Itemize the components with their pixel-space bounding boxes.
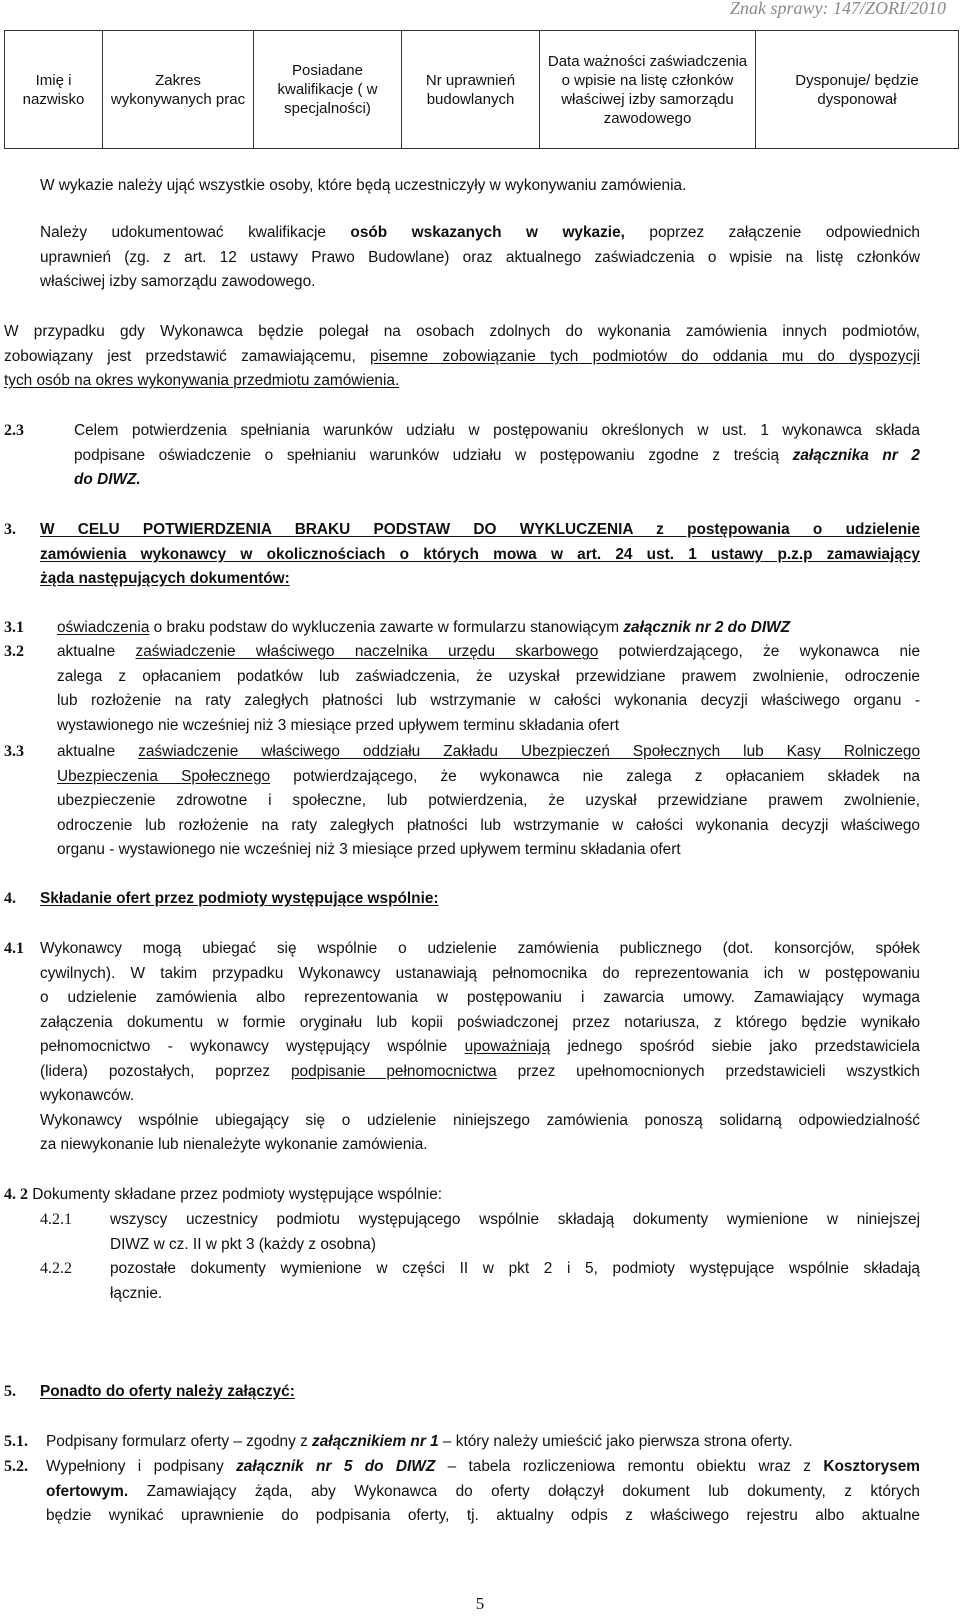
- table-header-cell: Zakres wykonywanych prac: [103, 31, 254, 149]
- underlined-text: zaświadczenie właściwego naczelnika urzędu skarbowego: [135, 643, 599, 660]
- text-line: [46, 1480, 920, 1505]
- text-line: Wykonawcy wspólnie ubiegający się o udzielenie niniejszego zamówienia ponoszą solidarną odpowiedzialność: [40, 1111, 920, 1129]
- section-number: 2.3: [4, 422, 24, 439]
- text-line: [40, 1035, 920, 1060]
- underlined-text: podpisanie pełnomocnictwa: [290, 1062, 497, 1080]
- text-line: do DIWZ.: [74, 471, 141, 488]
- text-line: załączenia dokumentu w formie oryginału lub kopii poświadczonej przez notariusza, z którego będzie wynikało: [40, 1013, 920, 1031]
- text-line: łącznie.: [110, 1284, 163, 1302]
- case-number: Znak sprawy: 147/ZORI/2010: [730, 0, 946, 18]
- text-line: lub rozłożenie na raty zaległych płatności lub wstrzymanie w całości wykonania decyzji właściwego organu -: [57, 692, 920, 709]
- text-line: właściwej izby samorządu zawodowego.: [40, 273, 316, 290]
- section-number: 4.: [4, 890, 16, 907]
- text-span: potwierdzającego, że wykonawca nie: [598, 643, 921, 660]
- paragraph: [4, 320, 920, 394]
- text-line: wszyscy uczestnicy podmiotu występującego wspólnie składają dokumenty wymienione w niniejszej: [110, 1211, 920, 1228]
- text-line: Wykonawcy mogą ubiegać się wspólnie o udzielenie zamówienia publicznego (dot. konsorcjów, spółek: [40, 940, 920, 957]
- section-number: 4.1: [4, 940, 24, 957]
- text-line: pozostałe dokumenty wymienione w części II w pkt 2 i 5, podmioty występujące wspólnie składają: [110, 1260, 920, 1277]
- section-heading: Ponadto do oferty należy załączyć:: [40, 1383, 295, 1400]
- text-span: Zamawiający żąda, aby Wykonawca do oferty dołączył dokument lub dokumenty, z których: [128, 1482, 920, 1500]
- text-line: o udzielenie zamówienia albo reprezentowania w postępowaniu i zawarcia umowy. Zamawiający wymaga: [40, 989, 920, 1006]
- text-line: cywilnych). W takim przypadku Wykonawcy ustanawiają pełnomocnika do reprezentowania ich w postępowaniu: [40, 964, 920, 982]
- section-number: 5.1.: [4, 1433, 28, 1450]
- subsection-number: 4.2.1: [40, 1211, 72, 1228]
- section-number: 3.2: [4, 643, 24, 660]
- text-span: Wypełniony i podpisany: [46, 1458, 237, 1475]
- text-span: przez upełnomocnionych przedstawicieli wszystkich: [496, 1062, 920, 1080]
- text-line: zamówienia wykonawcy w okolicznościach o których mowa w art. 24 ust. 1 ustawy p.z.p zamawiający: [40, 545, 920, 563]
- section-text: [57, 616, 920, 641]
- section-text: [74, 419, 920, 493]
- section-text: [46, 1455, 920, 1529]
- text-span: Dokumenty składane przez podmioty występujące wspólnie:: [28, 1186, 443, 1203]
- text-line: DIWZ w cz. II w pkt 3 (każdy z osobna): [110, 1235, 376, 1253]
- text-line: będzie wynikać uprawnienie do podpisania oferty, tj. aktualny odpis z właściwego rejestru albo aktualne: [46, 1507, 920, 1524]
- section-number: 3.1: [4, 619, 24, 636]
- text-line: [46, 1455, 920, 1480]
- bold-text: osób wskazanych w wykazie,: [350, 224, 625, 241]
- text-line: uprawnień (zg. z art. 12 ustawy Prawo Budowlane) oraz aktualnego zaświadczenia o wpisie na listę członków: [40, 248, 920, 266]
- text-line: [74, 444, 920, 469]
- text-line: Celem potwierdzenia spełniania warunków udziału w postępowaniu określonych w ust. 1 wykonawca składa: [74, 422, 920, 439]
- bold-italic-text: załącznikiem nr 1: [312, 1433, 439, 1450]
- text-line: ubezpieczenie zdrowotne i społeczne, lub potwierdzenia, że uzyskał przewidziane prawem zwolnienie,: [57, 792, 920, 809]
- text-line: [57, 740, 920, 765]
- section-number: 4. 2: [4, 1186, 28, 1203]
- text-line: wykonawców.: [40, 1087, 135, 1104]
- text-line: zalega z opłacaniem podatków lub zaświadczenia, że uzyskał przewidziane prawem zwolnienie, odroczenie: [57, 667, 920, 685]
- text-line: za niewykonanie lub nienależyte wykonanie zamówienia.: [40, 1136, 428, 1153]
- section-number: 3.3: [4, 743, 24, 760]
- section-number: 3.: [4, 521, 16, 538]
- text-line: [40, 221, 920, 246]
- paragraph: [40, 221, 920, 295]
- bold-italic-text: załącznika nr 2: [792, 446, 920, 464]
- table-header-cell: Data ważności zaświadczenia o wpisie na listę członków właściwej izby samorządu zawodowego: [540, 31, 756, 149]
- section-text: [40, 937, 920, 1158]
- text-span: zobowiązany jest przedstawić zamawiającemu,: [4, 347, 371, 365]
- text-line: organu - wystawionego nie wcześniej niż 3 miesiące przed upływem terminu składania ofert: [57, 841, 681, 858]
- table-header-row: [5, 31, 959, 149]
- paragraph: W wykazie należy ująć wszystkie osoby, które będą uczestniczyły w wykonywaniu zamówienia.: [40, 177, 687, 194]
- bold-italic-text: załącznik nr 5 do DIWZ: [236, 1458, 436, 1475]
- text-span: poprzez załączenie odpowiednich: [624, 224, 920, 241]
- bold-text: ofertowym.: [46, 1482, 129, 1500]
- section-heading: Składanie ofert przez podmioty występujące wspólnie:: [40, 890, 439, 907]
- section-text: [57, 740, 920, 863]
- section-heading-line: [4, 1183, 920, 1208]
- text-line: żąda następujących dokumentów:: [40, 570, 290, 587]
- text-span: – tabela rozliczeniowa remontu obiektu wraz z: [435, 1458, 824, 1475]
- table-header-cell: Nr uprawnień budowlanych: [402, 31, 540, 149]
- section-text: [110, 1257, 920, 1306]
- underlined-text: Ubezpieczenia Społecznego: [57, 767, 271, 785]
- text-span: aktualne: [57, 743, 139, 760]
- text-span: o braku podstaw do wykluczenia zawarte w formularzu stanowiącym: [149, 619, 624, 636]
- section-number: 5.2.: [4, 1458, 28, 1475]
- text-span: Podpisany formularz oferty – zgodny z: [46, 1433, 313, 1450]
- text-line: W CELU POTWIERDZENIA BRAKU PODSTAW DO WYKLUCZENIA z postępowania o udzielenie: [40, 521, 920, 538]
- section-number: 5.: [4, 1383, 16, 1400]
- text-line: odroczenie lub rozłożenie na raty zaległych płatności lub wstrzymanie w całości wykonania decyzji właściwego: [57, 816, 920, 834]
- text-span: (lidera) pozostałych, poprzez: [40, 1062, 291, 1080]
- subsection-number: 4.2.2: [40, 1260, 72, 1277]
- bold-text: Kosztorysem: [823, 1458, 920, 1475]
- staff-table: [4, 30, 959, 149]
- bold-italic-text: załącznik nr 2 do DIWZ: [623, 619, 791, 636]
- underlined-text: oświadczenia: [57, 619, 150, 636]
- text-span: pełnomocnictwo - wykonawcy występujący wspólnie: [40, 1038, 465, 1055]
- text-span: jednego spośród siebie jako przedstawiciela: [550, 1038, 920, 1055]
- table-header-cell: Posiadane kwalifikacje ( w specjalności): [254, 31, 402, 149]
- text-line: wystawionego nie wcześniej niż 3 miesiące przed upływem terminu składania ofert: [57, 716, 620, 734]
- underlined-text: zaświadczenie właściwego oddziału Zakładu Ubezpieczeń Społecznych lub Kasy Rolniczego: [138, 743, 921, 760]
- section-text: [110, 1208, 920, 1257]
- text-line: [40, 1060, 920, 1085]
- text-line: tych osób na okres wykonywania przedmiotu zamówienia.: [4, 372, 400, 389]
- text-span: Należy udokumentować kwalifikacje: [40, 224, 351, 241]
- table-header-cell: Imię i nazwisko: [5, 31, 103, 149]
- text-line: [57, 640, 920, 665]
- text-span: – który należy umieścić jako pierwsza strona oferty.: [438, 1433, 793, 1450]
- text-span: potwierdzającego, że wykonawca nie zalega z opłacaniem składek na: [270, 767, 920, 785]
- page-number: 5: [475, 1594, 485, 1613]
- text-line: [57, 765, 920, 790]
- section-text: [46, 1430, 920, 1455]
- text-line: [4, 345, 920, 370]
- text-span: podpisane oświadczenie o spełnianiu warunków udziału w postępowaniu zgodne z treścią: [74, 446, 793, 464]
- text-span: aktualne: [57, 643, 136, 660]
- section-heading: [40, 518, 920, 592]
- table-header-cell: Dysponuje/ będzie dysponował: [756, 31, 959, 149]
- section-text: [57, 640, 920, 738]
- underlined-text: upoważniają: [464, 1038, 551, 1055]
- underlined-text: pisemne zobowiązanie tych podmiotów do oddania mu do dyspozycji: [370, 347, 920, 365]
- text-line: W przypadku gdy Wykonawca będzie polegał na osobach zdolnych do wykonania zamówienia innych podmiotów,: [4, 323, 920, 340]
